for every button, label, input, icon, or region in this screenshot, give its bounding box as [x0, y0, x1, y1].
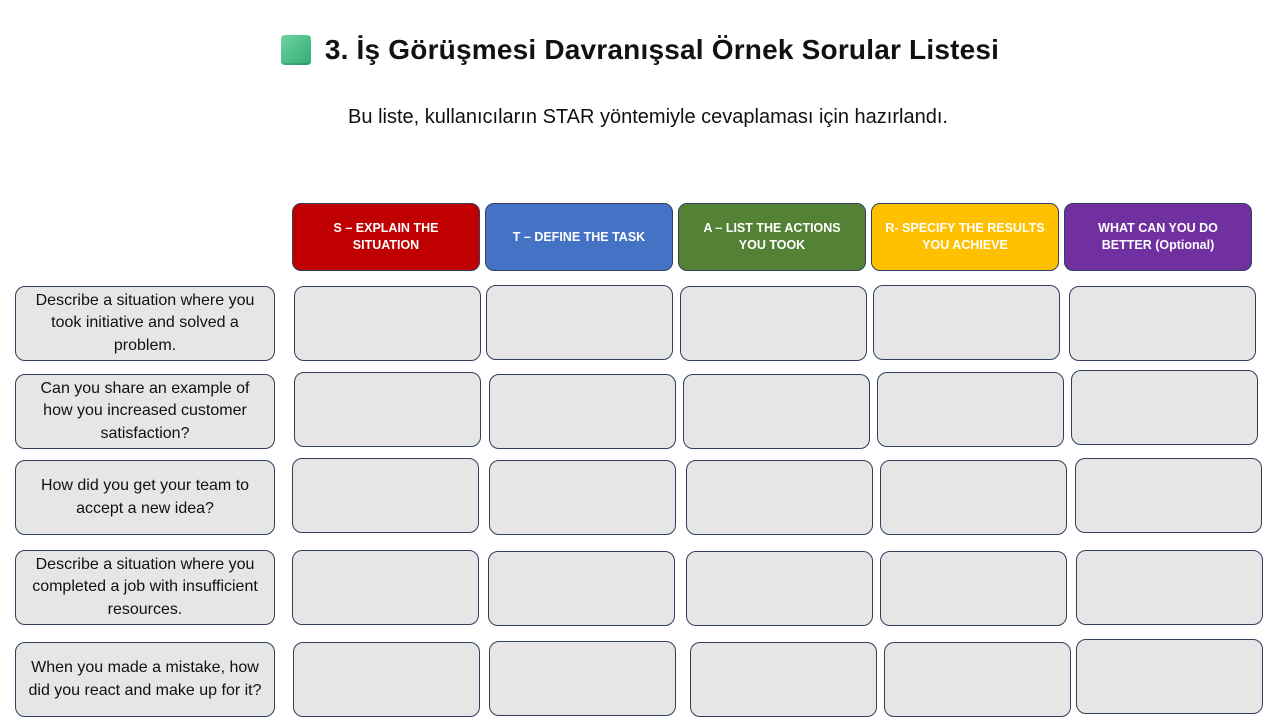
answer-cell-r1-task[interactable] — [486, 285, 673, 360]
answer-cell-r5-results[interactable] — [884, 642, 1071, 717]
green-square-icon — [281, 35, 311, 65]
question-5: When you made a mistake, how did you react and make up for it? — [15, 642, 275, 717]
answer-cell-r5-situation[interactable] — [293, 642, 480, 717]
column-header-situation: S – EXPLAIN THE SITUATION — [292, 203, 480, 271]
answer-cell-r4-task[interactable] — [488, 551, 675, 626]
column-header-task: T – DEFINE THE TASK — [485, 203, 673, 271]
answer-cell-r4-improve[interactable] — [1076, 550, 1263, 625]
answer-cell-r1-situation[interactable] — [294, 286, 481, 361]
answer-cell-r2-actions[interactable] — [683, 374, 870, 449]
question-4: Describe a situation where you completed a job with insufficient resources. — [15, 550, 275, 625]
answer-cell-r2-results[interactable] — [877, 372, 1064, 447]
column-header-results: R- SPECIFY THE RESULTS YOU ACHIEVE — [871, 203, 1059, 271]
answer-cell-r5-improve[interactable] — [1076, 639, 1263, 714]
column-header-improve: WHAT CAN YOU DO BETTER (Optional) — [1064, 203, 1252, 271]
answer-cell-r1-results[interactable] — [873, 285, 1060, 360]
answer-cell-r5-actions[interactable] — [690, 642, 877, 717]
answer-cell-r4-situation[interactable] — [292, 550, 479, 625]
page-subtitle: Bu liste, kullanıcıların STAR yöntemiyle cevaplaması için hazırlandı. — [348, 106, 948, 128]
question-2: Can you share an example of how you increased customer satisfaction? — [15, 374, 275, 449]
answer-cell-r3-results[interactable] — [880, 460, 1067, 535]
answer-cell-r2-improve[interactable] — [1071, 370, 1258, 445]
answer-cell-r3-task[interactable] — [489, 460, 676, 535]
page-title: 3. İş Görüşmesi Davranışsal Örnek Sorular Listesi — [324, 34, 1000, 65]
answer-cell-r3-improve[interactable] — [1075, 458, 1262, 533]
answer-cell-r2-task[interactable] — [489, 374, 676, 449]
answer-cell-r2-situation[interactable] — [294, 372, 481, 447]
answer-cell-r4-actions[interactable] — [686, 551, 873, 626]
question-1: Describe a situation where you took initiative and solved a problem. — [15, 286, 275, 361]
question-3: How did you get your team to accept a new idea? — [15, 460, 275, 535]
answer-cell-r3-situation[interactable] — [292, 458, 479, 533]
title-bar — [0, 34, 1280, 66]
column-header-actions: A – LIST THE ACTIONS YOU TOOK — [678, 203, 866, 271]
answer-cell-r1-improve[interactable] — [1069, 286, 1256, 361]
answer-cell-r3-actions[interactable] — [686, 460, 873, 535]
answer-cell-r1-actions[interactable] — [680, 286, 867, 361]
answer-cell-r5-task[interactable] — [489, 641, 676, 716]
answer-cell-r4-results[interactable] — [880, 551, 1067, 626]
